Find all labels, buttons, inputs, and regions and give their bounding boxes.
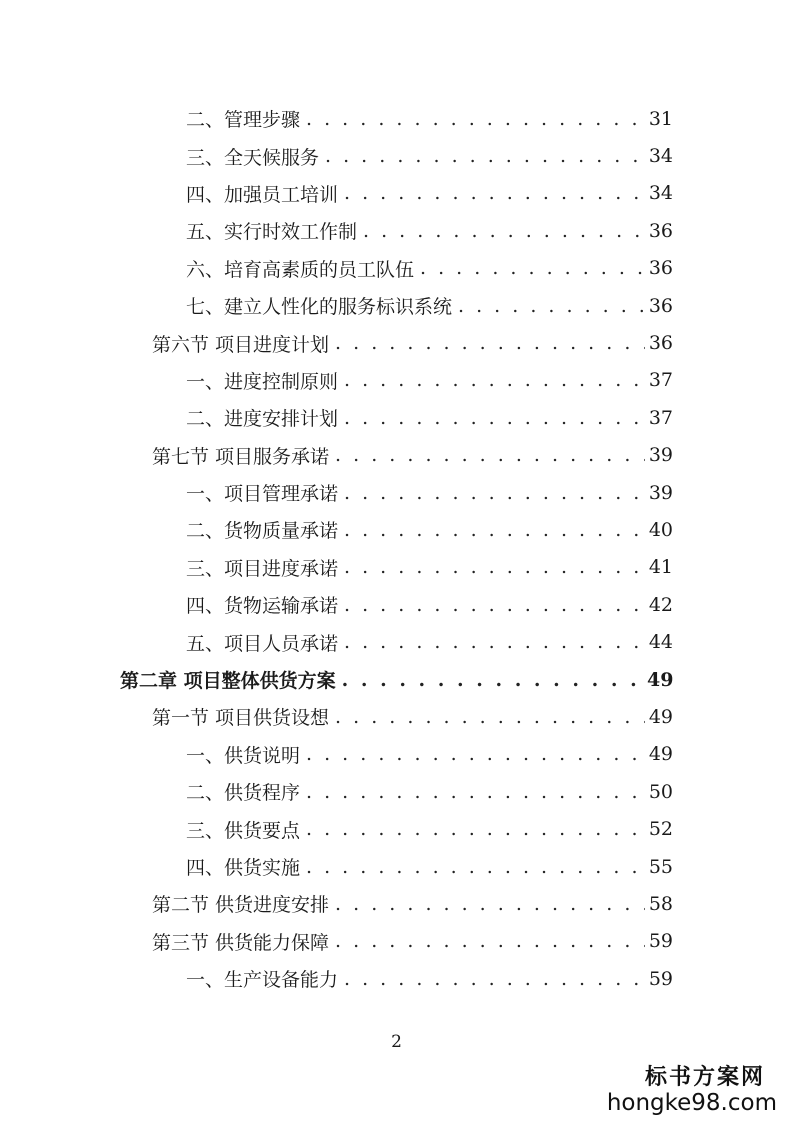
toc-entry-label: 五、项目人员承诺 (186, 632, 339, 655)
toc-subsection-entry[interactable] (0, 287, 673, 324)
toc-entry-label: 三、供货要点 (186, 819, 301, 842)
toc-entry-page: 34 (648, 182, 673, 205)
toc-subsection-entry[interactable] (0, 960, 673, 997)
toc-entry-page: 59 (648, 967, 673, 990)
toc-dot-leader (306, 856, 645, 878)
toc-dot-leader (344, 594, 645, 616)
toc-subsection-entry[interactable] (0, 549, 673, 586)
toc-dot-leader (325, 145, 645, 167)
toc-dot-leader (344, 369, 645, 391)
toc-entry-label: 第二章 项目整体供货方案 (120, 670, 336, 693)
toc-dot-leader (335, 706, 645, 728)
watermark (607, 1060, 777, 1116)
toc-entry-label: 二、供货程序 (186, 782, 301, 805)
toc-entry-label: 四、加强员工培训 (186, 183, 339, 206)
toc-entry-page: 40 (648, 518, 673, 541)
toc-entry-page: 52 (648, 818, 673, 841)
toc-entry-label: 七、建立人性化的服务标识系统 (186, 296, 453, 319)
toc-entry-page: 37 (648, 406, 673, 429)
toc-entry-page: 37 (648, 369, 673, 392)
toc-subsection-entry[interactable] (0, 250, 673, 287)
toc-dot-leader (306, 781, 645, 803)
toc-entry-label: 第三节 供货能力保障 (152, 931, 330, 954)
toc-subsection-entry[interactable] (0, 810, 673, 847)
toc-dot-leader (335, 893, 645, 915)
toc-dot-leader (344, 631, 645, 653)
toc-subsection-entry[interactable] (0, 175, 673, 212)
page-number: 2 (391, 1032, 402, 1052)
toc-entry-label: 三、项目进度承诺 (186, 557, 339, 580)
toc-dot-leader (458, 295, 645, 317)
toc-dot-leader (342, 669, 643, 691)
toc-subsection-entry[interactable] (0, 137, 673, 174)
toc-dot-leader (344, 482, 645, 504)
toc-entry-page: 31 (648, 107, 673, 130)
toc-entry-page: 58 (648, 892, 673, 915)
toc-entry-page: 36 (648, 294, 673, 317)
toc-subsection-entry[interactable] (0, 511, 673, 548)
toc-entry-page: 49 (647, 668, 674, 691)
toc-dot-leader (344, 968, 645, 990)
table-of-contents (0, 100, 793, 997)
toc-entry-label: 第二节 供货进度安排 (152, 894, 330, 917)
toc-entry-label: 一、进度控制原则 (186, 370, 339, 393)
toc-subsection-entry[interactable] (0, 773, 673, 810)
toc-entry-label: 六、培育高素质的员工队伍 (186, 258, 415, 281)
toc-entry-page: 49 (648, 743, 673, 766)
toc-entry-page: 44 (648, 631, 673, 654)
toc-subsection-entry[interactable] (0, 212, 673, 249)
toc-dot-leader (335, 444, 645, 466)
toc-entry-label: 三、全天候服务 (186, 146, 320, 169)
toc-dot-leader (306, 818, 645, 840)
toc-subsection-entry[interactable] (0, 736, 673, 773)
toc-entry-label: 第一节 项目供货设想 (152, 707, 330, 730)
toc-entry-page: 59 (648, 930, 673, 953)
toc-entry-label: 四、货物运输承诺 (186, 595, 339, 618)
toc-subsection-entry[interactable] (0, 623, 673, 660)
toc-dot-leader (363, 220, 645, 242)
toc-entry-label: 五、实行时效工作制 (186, 221, 358, 244)
toc-dot-leader (335, 930, 645, 952)
toc-dot-leader (344, 556, 645, 578)
toc-entry-label: 第七节 项目服务承诺 (152, 445, 330, 468)
watermark-title: 标书方案网 (644, 1063, 765, 1090)
toc-entry-label: 二、管理步骤 (186, 109, 301, 132)
toc-entry-label: 二、货物质量承诺 (186, 520, 339, 543)
toc-subsection-entry[interactable] (0, 474, 673, 511)
toc-subsection-entry[interactable] (0, 100, 673, 137)
watermark-url: hongke98.com (606, 1089, 777, 1116)
toc-dot-leader (344, 407, 645, 429)
toc-dot-leader (344, 182, 645, 204)
toc-entry-page: 41 (648, 556, 673, 579)
toc-entry-label: 二、进度安排计划 (186, 408, 339, 431)
toc-entry-page: 36 (648, 219, 673, 242)
toc-entry-page: 36 (648, 332, 673, 355)
toc-entry-page: 55 (648, 855, 673, 878)
toc-dot-leader (306, 743, 645, 765)
toc-entry-page: 36 (648, 257, 673, 280)
toc-entry-page: 39 (648, 444, 673, 467)
toc-subsection-entry[interactable] (0, 399, 673, 436)
toc-section-entry[interactable] (0, 923, 673, 960)
toc-dot-leader (335, 332, 645, 354)
toc-section-entry[interactable] (0, 437, 673, 474)
toc-entry-label: 第六节 项目进度计划 (152, 333, 330, 356)
toc-entry-label: 一、项目管理承诺 (186, 483, 339, 506)
toc-section-entry[interactable] (0, 324, 673, 361)
toc-dot-leader (306, 108, 645, 130)
toc-section-entry[interactable] (0, 885, 673, 922)
toc-subsection-entry[interactable] (0, 848, 673, 885)
toc-entry-page: 42 (648, 593, 673, 616)
toc-entry-page: 50 (648, 780, 673, 803)
toc-subsection-entry[interactable] (0, 586, 673, 623)
toc-dot-leader (344, 519, 645, 541)
toc-dot-leader (420, 257, 645, 279)
toc-section-entry[interactable] (0, 698, 673, 735)
toc-chapter-entry[interactable] (0, 661, 673, 698)
toc-entry-label: 一、供货说明 (186, 744, 301, 767)
toc-entry-page: 34 (648, 145, 673, 168)
toc-entry-page: 39 (648, 481, 673, 504)
toc-entry-label: 一、生产设备能力 (186, 969, 339, 992)
toc-subsection-entry[interactable] (0, 362, 673, 399)
toc-entry-page: 49 (648, 705, 673, 728)
toc-entry-label: 四、供货实施 (186, 857, 301, 879)
